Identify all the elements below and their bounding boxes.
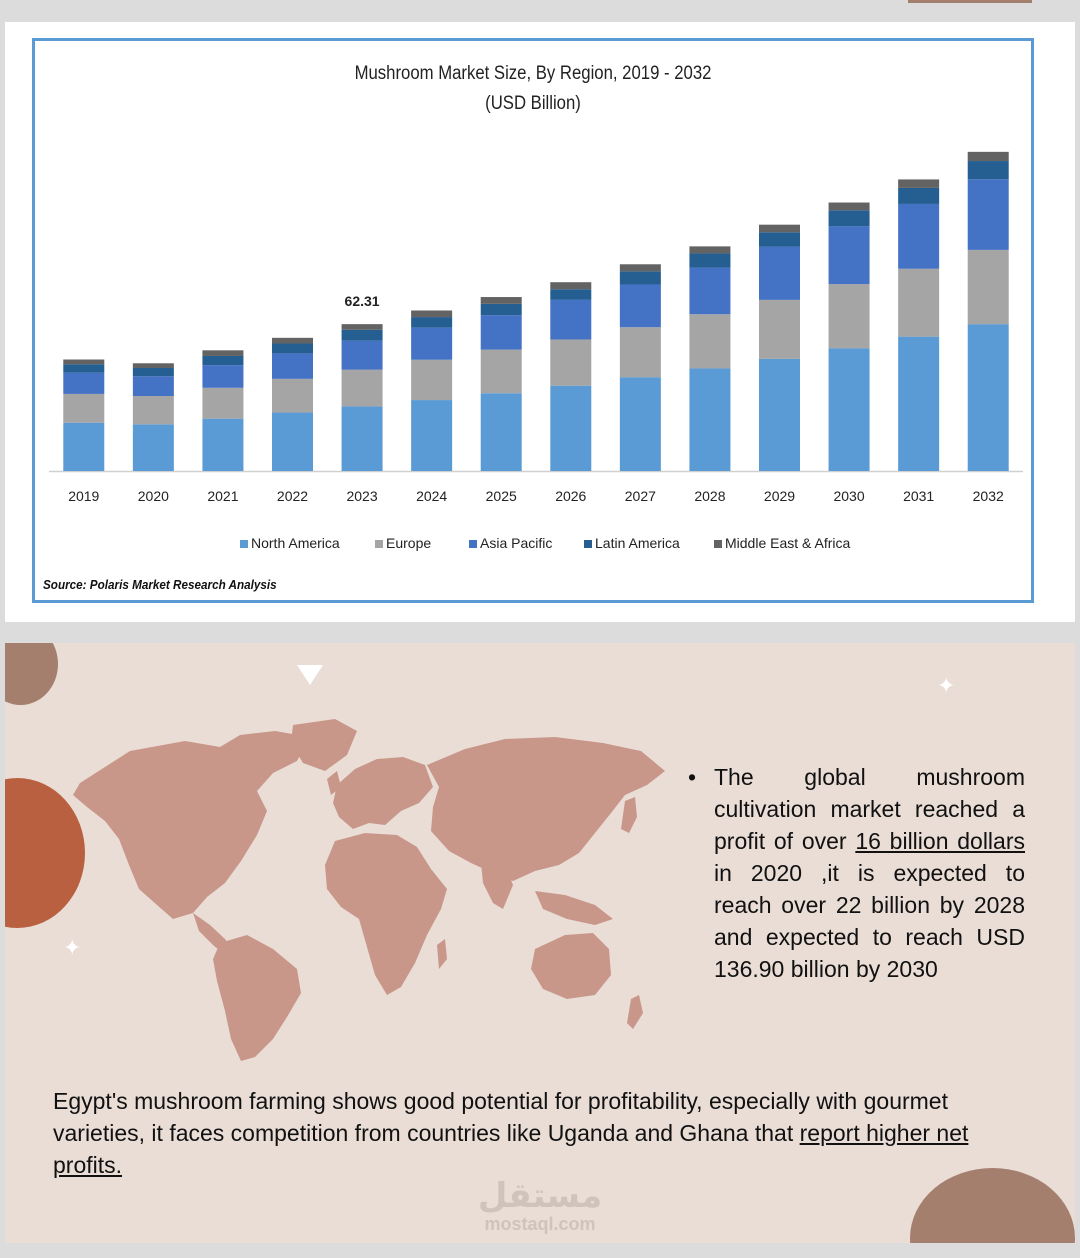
bar-segment [63,423,104,471]
bar-segment [689,368,730,471]
bullet-segment: The global mushroom cultivation market reached a profit of over [714,764,1025,854]
bar-segment [202,350,243,356]
chart-title: Mushroom Market Size, By Region, 2019 - 2032 [354,63,712,84]
legend-label: Europe [386,535,432,551]
bar-segment [829,210,870,226]
bar-segment [272,353,313,378]
x-tick-label: 2024 [416,488,448,504]
bar-segment [63,394,104,423]
bar-segment [898,188,939,204]
legend-label: Asia Pacific [480,535,553,551]
x-tick-label: 2022 [276,488,309,504]
info-slide [5,643,1075,1243]
bar-segment [550,386,591,471]
chart-source: Source: Polaris Market Research Analysis [43,577,277,592]
bar-segment [411,360,452,400]
bar-segment [620,327,661,377]
x-tick-label: 2019 [68,488,100,504]
bar-segment [411,328,452,360]
bar-segment [202,356,243,365]
stacked-bar-chart [35,41,1031,600]
x-tick-label: 2021 [207,488,239,504]
bar-segment [550,300,591,340]
bar-segment [411,400,452,471]
market-bullet [690,761,1025,985]
bar-segment [272,343,313,353]
bar-segment [689,253,730,267]
bar-segment [133,363,174,368]
bar-segment [898,204,939,269]
bar-segment [63,360,104,365]
x-tick-label: 2020 [137,488,169,504]
bar-segment [411,317,452,328]
legend-swatch [375,540,383,548]
bar-segment [342,370,383,407]
sparkle-icon: ✦ [63,935,82,960]
bar-segment [481,393,522,471]
bar-segment [272,413,313,471]
bullet-dot: • [688,764,697,790]
australia-shape [531,933,611,999]
triangle-icon [297,665,323,685]
bar-segment [202,365,243,388]
chart-slide [5,22,1075,622]
world-map-landmass [73,719,665,1061]
x-tick-label: 2026 [555,488,587,504]
legend-swatch [240,540,248,548]
x-tick-label: 2029 [763,488,796,504]
legend-label: North America [251,535,340,551]
bar-segment [759,300,800,359]
bar-segment [898,337,939,471]
paragraph-highlight: report higher net profits. [53,1120,969,1178]
bar-segment [689,246,730,253]
bar-segment [829,203,870,211]
bar-segment [898,179,939,187]
x-tick-label: 2025 [485,488,517,504]
bar-segment [620,271,661,284]
bar-segment [342,324,383,330]
world-map [35,713,675,1063]
bar-segment [481,297,522,304]
legend-swatch [469,540,477,548]
bar-segment [829,226,870,284]
bar-segment [898,269,939,337]
bar-segment [63,364,104,372]
bar-segment [63,373,104,394]
bar-segment [202,419,243,471]
chart-subtitle: (USD Billion) [485,93,581,114]
bar-segment [620,285,661,328]
bar-segment [689,268,730,315]
bar-segment [550,282,591,289]
africa-shape [325,833,447,995]
bar-segment [759,232,800,247]
bar-segment [342,341,383,370]
bar-segment [342,406,383,471]
bar-segment [968,324,1009,471]
japan-shape [621,797,637,833]
x-tick-label: 2032 [972,488,1004,504]
x-tick-label: 2028 [694,488,726,504]
bar-segment [968,179,1009,250]
bar-segment [759,359,800,471]
bar-segment [620,264,661,271]
bar-segment [968,250,1009,324]
bar-segment [481,304,522,315]
decor-circle-top-left [5,643,58,705]
bar-segment [133,396,174,424]
bullet-segment: in 2020 ,it is expected to reach over 22 billion by 2028 and expected to reach USD 136.90 billion by 2030 [714,860,1025,982]
bar-segment [689,314,730,368]
bar-segment [133,368,174,376]
bar-segment [481,315,522,349]
bar-segment [759,225,800,233]
sparkle-icon: ✦ [937,673,956,698]
bar-segment [133,424,174,471]
bullet-highlight: 16 billion dollars [855,828,1025,854]
x-tick-label: 2023 [346,488,378,504]
bar-segment [342,330,383,341]
bar-segment [550,339,591,385]
chart-frame [32,38,1034,603]
bar-segment [968,152,1009,161]
new-zealand-shape [627,995,643,1029]
x-tick-label: 2031 [903,488,935,504]
bar-segment [829,284,870,348]
bar-segment [272,379,313,413]
x-tick-label: 2030 [833,488,865,504]
data-label: 62.31 [344,293,380,310]
madagascar-shape [437,939,447,969]
southeast-asia-shape [535,891,613,925]
bar-segment [202,388,243,419]
legend-label: Latin America [595,535,680,551]
europe-shape [333,757,433,829]
bar-segment [968,161,1009,179]
greenland-shape [291,719,357,771]
market-bullet-text [714,761,1025,985]
legend-swatch [584,540,592,548]
south-america-shape [213,935,301,1061]
bar-segment [411,310,452,317]
legend-swatch [714,540,722,548]
bar-segment [759,247,800,300]
north-america-shape [73,731,310,919]
bar-segment [550,289,591,300]
bar-segment [620,377,661,471]
egypt-paragraph [53,1085,1043,1181]
bar-segment [272,338,313,344]
bar-segment [133,376,174,396]
watermark-arabic: مستقل [477,1176,603,1216]
bar-segment [829,348,870,471]
legend-label: Middle East & Africa [725,535,851,551]
watermark-latin: mostaql.com [484,1214,596,1234]
paragraph-segment: Egypt's mushroom farming shows good potential for profitability, especially with gourmet varieties, it faces competition from countries like Uganda and Ghana that [53,1088,948,1146]
top-accent-bar [908,0,1032,3]
bar-segment [481,350,522,394]
x-tick-label: 2027 [624,488,656,504]
watermark-logo [475,1178,605,1234]
